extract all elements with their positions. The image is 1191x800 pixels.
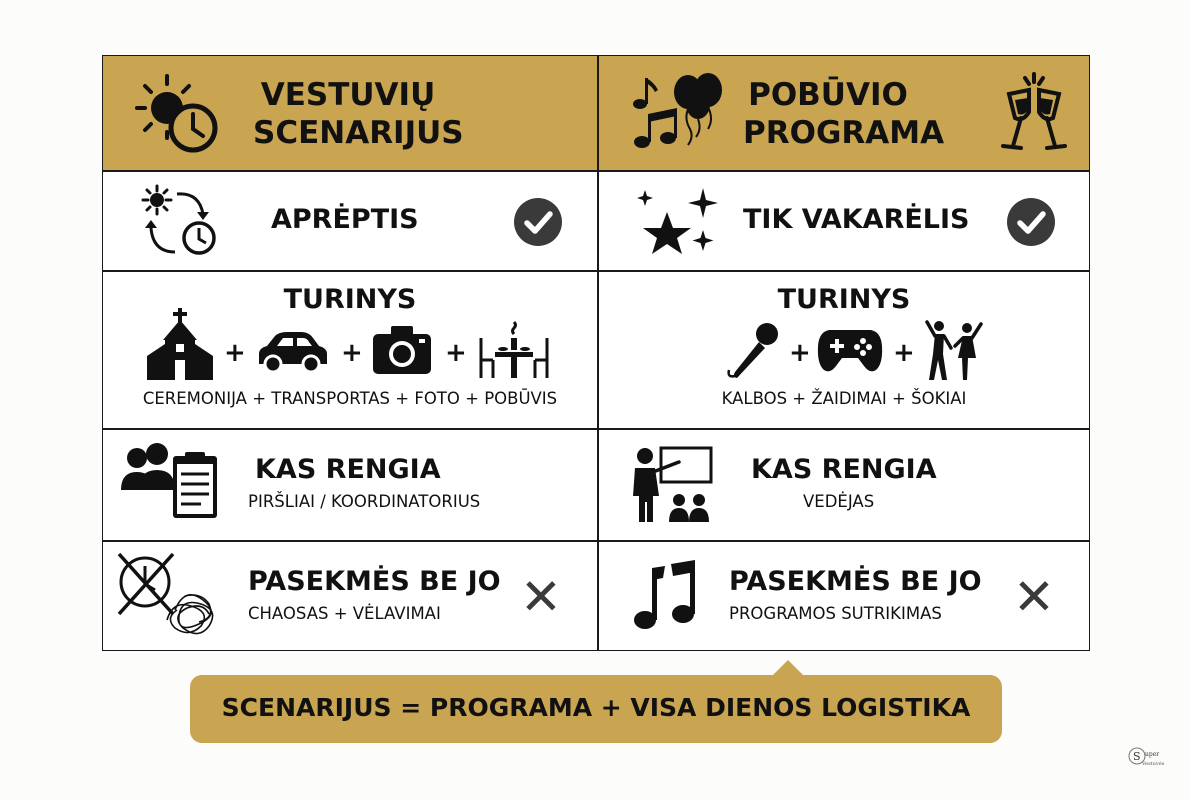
champagne-glasses-icon [995,70,1073,154]
plus-sign: + [445,338,467,368]
plus-sign: + [224,338,246,368]
left-scope-label: APRĖPTIS [271,204,419,235]
right-title-line2: PROGRAMA [743,115,945,151]
right-title-line1: POBŪVIO [748,77,908,113]
row-divider [103,540,1089,542]
banner-pointer [772,660,804,676]
right-organizer-value: VEDĖJAS [803,492,875,511]
broken-music-note-icon [631,558,701,634]
row-divider [103,170,1089,172]
people-clipboard-icon [121,442,221,522]
microphone-icon [727,320,781,380]
cross-icon: ✕ [1013,568,1055,626]
right-organizer-heading: KAS RENGIA [751,454,937,485]
car-icon [255,330,329,374]
sun-cycle-clock-icon [137,182,223,260]
right-scope-label: TIK VAKARĖLIS [743,204,970,235]
comparison-table [102,55,1090,651]
presenter-icon [631,442,715,524]
left-content-heading: TURINYS [283,284,417,315]
gamepad-icon [817,326,883,374]
right-consequence-value: PROGRAMOS SUTRIKIMAS [729,604,942,623]
left-title-line2: SCENARIJUS [253,115,464,151]
column-divider [597,56,599,650]
sun-clock-icon [133,72,229,156]
plus-sign: + [893,338,915,368]
row-divider [103,428,1089,430]
banner-text: SCENARIJUS = PROGRAMA + VISA DIENOS LOGISTIKA [221,693,971,722]
left-content-items: CEREMONIJA + TRANSPORTAS + FOTO + POBŪVIS [142,389,558,408]
summary-banner [190,675,1002,743]
left-organizer-heading: KAS RENGIA [255,454,441,485]
church-icon [147,308,213,380]
right-content-items: KALBOS + ŽAIDIMAI + ŠOKIAI [721,389,967,408]
cross-icon: ✕ [520,568,562,626]
svg-text:uper: uper [1145,751,1160,758]
left-organizer-value: PIRŠLIAI / KOORDINATORIUS [248,492,481,511]
row-divider [103,270,1089,272]
left-consequence-value: CHAOSAS + VĖLAVIMAI [248,604,441,623]
right-consequence-heading: PASEKMĖS BE JO [729,566,982,597]
brand-logo [1128,745,1170,771]
left-title-line1: VESTUVIŲ [260,77,436,113]
left-consequence-heading: PASEKMĖS BE JO [248,566,501,597]
table-header [103,56,1089,170]
stars-icon [633,184,725,258]
check-icon [514,198,562,246]
dinner-table-icon [475,318,553,380]
music-balloons-icon [628,70,728,156]
chaos-clock-icon [115,550,227,642]
svg-text:S: S [1133,750,1141,763]
plus-sign: + [341,338,363,368]
right-content-heading: TURINYS [777,284,911,315]
camera-icon [371,324,433,376]
check-icon [1007,198,1055,246]
svg-text:Vestuvės: Vestuvės [1142,761,1165,767]
dancers-icon [923,318,985,382]
plus-sign: + [789,338,811,368]
